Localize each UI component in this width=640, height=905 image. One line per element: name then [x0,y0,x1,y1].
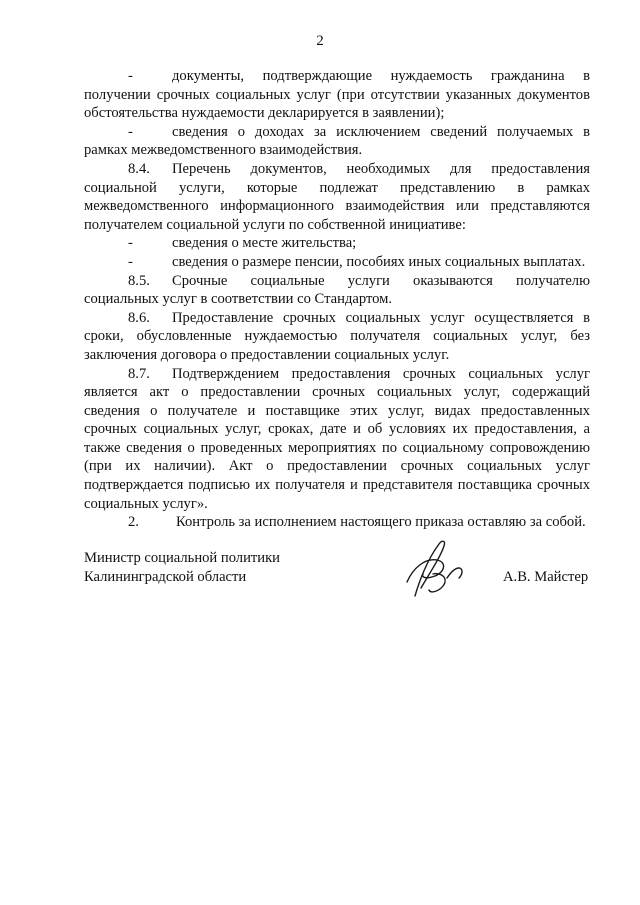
numbered-paragraph-8-6 [84,309,590,365]
numbered-paragraph-8-7 [84,365,590,514]
document-body [84,67,590,532]
list-item [84,253,590,272]
paragraph-text: Подтверждением предоставления срочных социальных услуг является акт о предоставлении срочных социальных услуг, содержащий сведения о получателе и поставщике этих услуг, видах предоставленных срочных социальных услуг, сроках, дате и об условиях их предоставления, а также сведения о проведенных мероприятиях по социальному сопровождению (при их наличии). Акт о предоставлении срочных социальных услуг подтверждается подписью их получателя и представителя поставщика срочных социальных услуг». [84,365,590,512]
handwritten-signature-icon [393,538,473,600]
list-item [84,123,590,160]
bullet-marker: - [128,123,133,140]
list-item-text: сведения о доходах за исключением сведений получаемых в рамках межведомственного взаимодействия. [84,123,590,159]
paragraph-text: Перечень документов, необходимых для предоставления социальной услуги, которые подлежат представлению в рамках межведомственного информационного взаимодействия или представляются получателем социальной услуги по собственной инициативе: [84,160,590,233]
numbered-paragraph-8-4 [84,160,590,234]
signatory-name: А.В. Майстер [503,569,589,585]
paragraph-number: 8.5. [128,272,150,289]
paragraph-number: 2. [128,514,139,531]
paragraph-number: 8.7. [128,365,150,382]
position-line-1: Министр социальной политики [84,550,280,566]
numbered-paragraph-8-5 [84,272,590,309]
list-item-text: сведения о месте жительства; [172,235,357,252]
bullet-marker: - [128,253,133,270]
list-item [84,67,590,123]
bullet-marker: - [128,235,133,252]
bullet-marker: - [128,68,133,84]
paragraph-number: 8.6. [128,309,150,326]
numbered-paragraph-2 [84,513,590,532]
list-item-text: документы, подтверждающие нуждаемость гражданина в получении срочных социальных услуг (при отсутствии указанных документов обстоятельства нуждаемости декларируется в заявлении); [84,68,590,122]
paragraph-text: Срочные социальные услуги оказываются получателю социальных услуг в соответствии со Стандартом. [84,272,590,308]
position-line-2: Калининградской области [84,568,247,585]
paragraph-text: Предоставление срочных социальных услуг осуществляется в сроки, обусловленные нуждаемостью получателя социальных услуг, без заключения договора о предоставлении социальных услуг. [84,309,590,363]
list-item [84,234,590,253]
page-number: 2 [316,33,324,49]
signatory-position [84,549,280,586]
list-item-text: сведения о размере пенсии, пособиях иных социальных выплатах. [172,253,586,270]
paragraph-text: Контроль за исполнением настоящего приказа оставляю за собой. [176,514,586,531]
paragraph-number: 8.4. [128,160,150,177]
